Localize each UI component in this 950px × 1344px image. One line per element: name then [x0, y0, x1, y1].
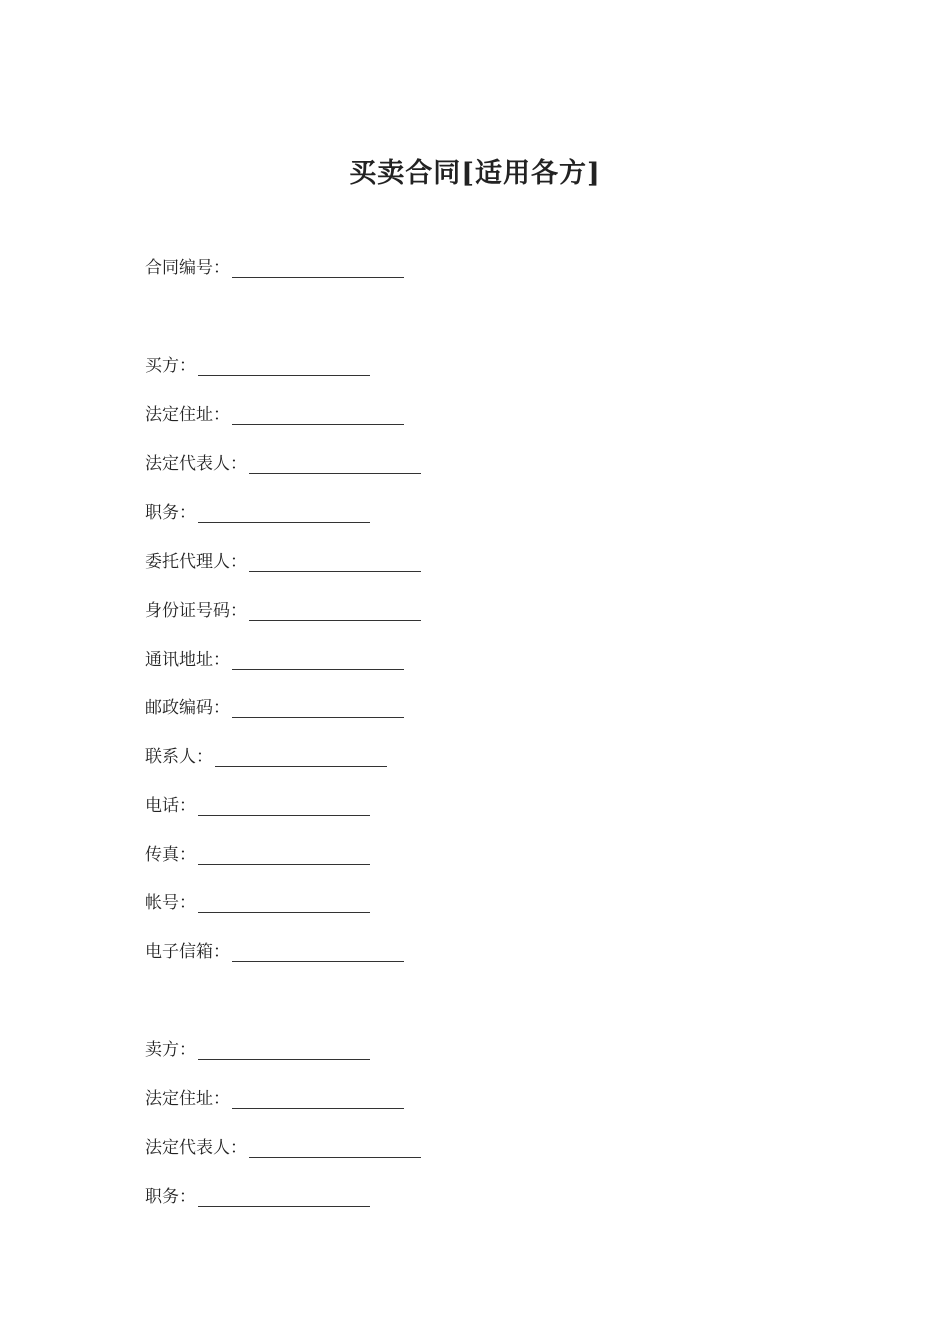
buyer-blank[interactable] [198, 355, 370, 376]
buyer-position-field [145, 498, 370, 528]
buyer-mail-address-field [145, 645, 404, 675]
buyer-label: 买方： [145, 356, 196, 376]
buyer-legal-rep-label: 法定代表人： [145, 454, 247, 474]
buyer-postcode-field [145, 693, 404, 723]
buyer-agent-blank[interactable] [249, 551, 421, 572]
buyer-address-blank[interactable] [232, 404, 404, 425]
buyer-id-number-blank[interactable] [249, 600, 421, 621]
buyer-mail-address-label: 通讯地址： [145, 650, 230, 670]
buyer-phone-label: 电话： [145, 796, 196, 816]
seller-address-blank[interactable] [232, 1088, 404, 1109]
buyer-contact-field [145, 742, 387, 772]
buyer-fax-label: 传真： [145, 845, 196, 865]
seller-legal-rep-blank[interactable] [249, 1137, 421, 1158]
buyer-position-blank[interactable] [198, 502, 370, 523]
seller-legal-rep-label: 法定代表人： [145, 1138, 247, 1158]
buyer-postcode-label: 邮政编码： [145, 698, 230, 718]
buyer-field [145, 351, 370, 381]
buyer-address-field [145, 400, 404, 430]
seller-position-field [145, 1182, 370, 1212]
seller-legal-rep-field [145, 1133, 421, 1163]
document-title: 买卖合同[适用各方] [349, 158, 601, 189]
buyer-legal-rep-blank[interactable] [249, 453, 421, 474]
seller-label: 卖方： [145, 1040, 196, 1060]
buyer-id-number-label: 身份证号码： [145, 601, 247, 621]
buyer-phone-field [145, 791, 370, 821]
buyer-contact-label: 联系人： [145, 747, 213, 767]
seller-blank[interactable] [198, 1039, 370, 1060]
buyer-account-blank[interactable] [198, 892, 370, 913]
buyer-legal-rep-field [145, 449, 421, 479]
buyer-mail-address-blank[interactable] [232, 649, 404, 670]
seller-position-label: 职务： [145, 1187, 196, 1207]
buyer-fax-blank[interactable] [198, 844, 370, 865]
buyer-email-label: 电子信箱： [145, 942, 230, 962]
buyer-contact-blank[interactable] [215, 746, 387, 767]
contract-number-field [145, 253, 404, 283]
buyer-phone-blank[interactable] [198, 795, 370, 816]
buyer-address-label: 法定住址： [145, 405, 230, 425]
buyer-postcode-blank[interactable] [232, 697, 404, 718]
seller-position-blank[interactable] [198, 1186, 370, 1207]
buyer-agent-field [145, 547, 421, 577]
buyer-account-field [145, 888, 370, 918]
buyer-account-label: 帐号： [145, 893, 196, 913]
buyer-fax-field [145, 840, 370, 870]
buyer-id-number-field [145, 596, 421, 626]
buyer-agent-label: 委托代理人： [145, 552, 247, 572]
buyer-email-field [145, 937, 404, 967]
contract-number-label: 合同编号： [145, 258, 230, 278]
contract-number-blank[interactable] [232, 257, 404, 278]
buyer-email-blank[interactable] [232, 941, 404, 962]
seller-address-field [145, 1084, 404, 1114]
seller-field [145, 1035, 370, 1065]
seller-address-label: 法定住址： [145, 1089, 230, 1109]
buyer-position-label: 职务： [145, 503, 196, 523]
